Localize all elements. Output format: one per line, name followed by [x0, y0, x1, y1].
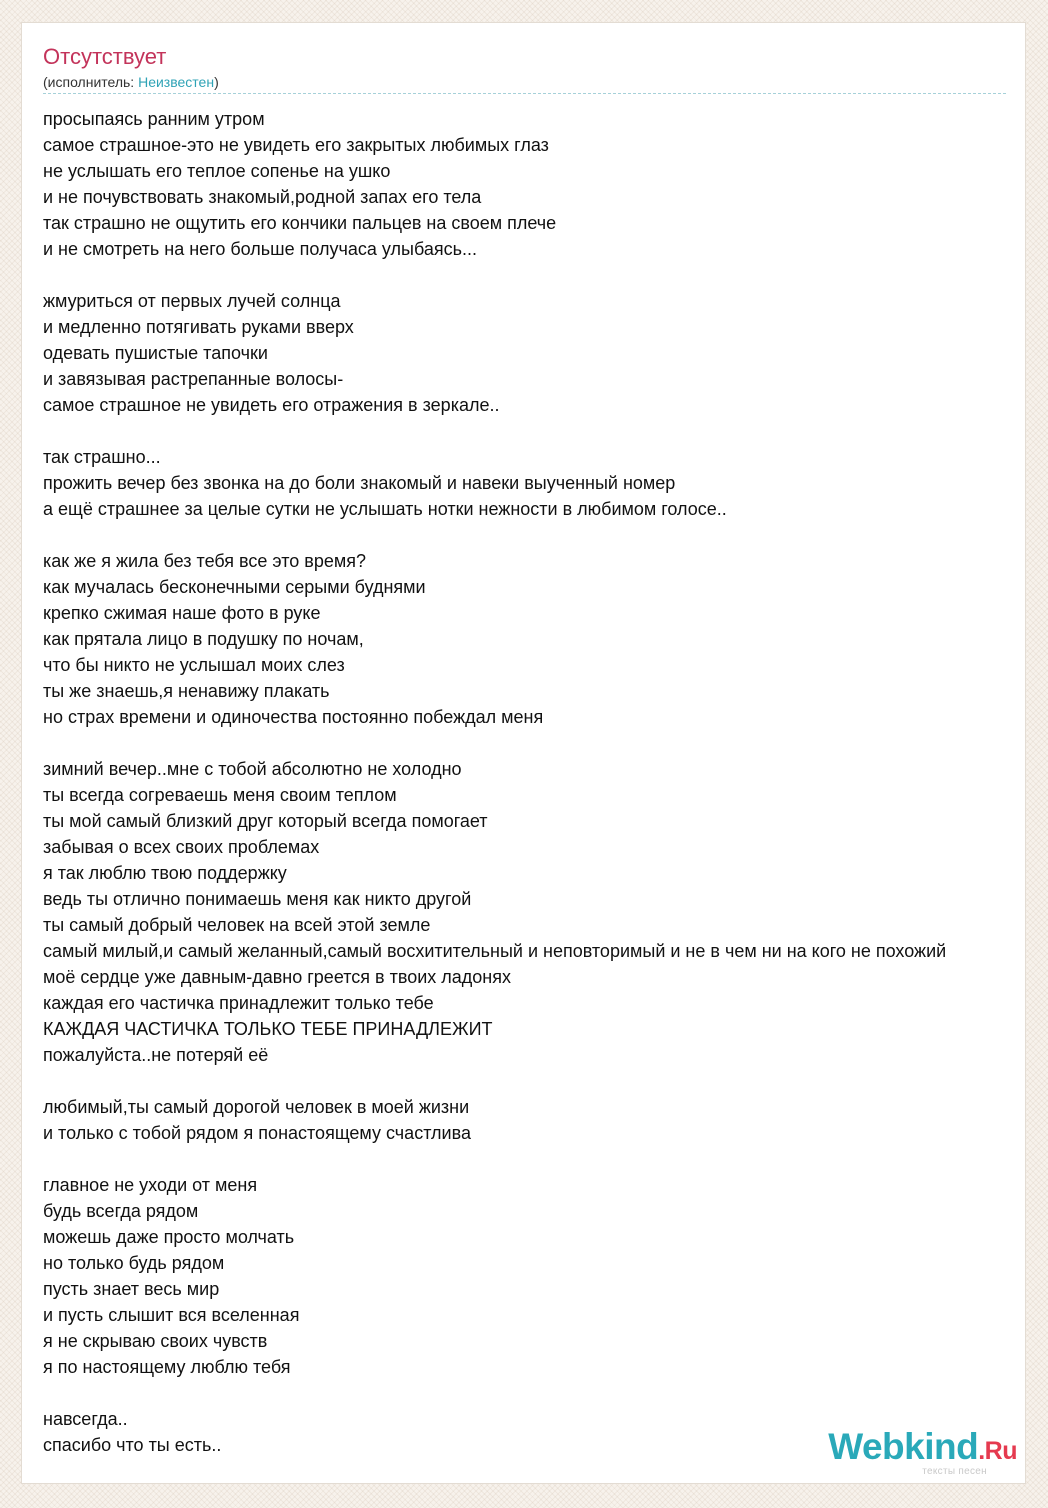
lyric-line: и не почувствовать знакомый,родной запах его тела	[43, 187, 482, 207]
logo-wordmark	[828, 1428, 1017, 1470]
lyric-line: так страшно...	[43, 447, 161, 467]
lyric-line: просыпаясь ранним утром	[43, 109, 265, 129]
lyric-line: пусть знает весь мир	[43, 1279, 220, 1299]
lyric-line: забывая о всех своих проблемах	[43, 837, 320, 857]
logo-tld: .Ru	[978, 1437, 1017, 1465]
lyric-line: как мучалась бесконечными серыми буднями	[43, 577, 426, 597]
lyric-line: как прятала лицо в подушку по ночам,	[43, 629, 364, 649]
lyric-line: самое страшное не увидеть его отражения в зеркале..	[43, 395, 500, 415]
lyric-line: как же я жила без тебя все это время?	[43, 551, 366, 571]
lyrics-text	[43, 106, 1026, 1458]
lyric-line: ты же знаешь,я ненавижу плакать	[43, 681, 330, 701]
lyric-line: пожалуйста..не потеряй её	[43, 1045, 269, 1065]
artist-suffix: )	[214, 74, 219, 90]
lyric-line: каждая его частичка принадлежит только тебе	[43, 993, 434, 1013]
lyrics-page	[21, 22, 1026, 1484]
lyric-line: я по настоящему люблю тебя	[43, 1357, 291, 1377]
lyric-line: и только с тобой рядом я понастоящему счастлива	[43, 1123, 471, 1143]
lyric-line: зимний вечер..мне с тобой абсолютно не холодно	[43, 759, 462, 779]
lyric-line: и завязывая растрепанные волосы-	[43, 369, 344, 389]
lyric-line: самый милый,и самый желанный,самый восхитительный и неповторимый и не в чем ни на кого не похожий	[43, 941, 947, 961]
lyric-line: и пусть слышит вся вселенная	[43, 1305, 300, 1325]
lyric-line: моё сердце уже давным-давно греется в твоих ладонях	[43, 967, 511, 987]
lyric-line: и медленно потягивать руками вверх	[43, 317, 354, 337]
logo-tagline: тексты песен	[922, 1466, 987, 1477]
stanza-gap	[43, 418, 1026, 444]
lyric-line: можешь даже просто молчать	[43, 1227, 295, 1247]
stanza-gap	[43, 1380, 1026, 1406]
lyric-line: самое страшное-это не увидеть его закрытых любимых глаз	[43, 135, 549, 155]
stanza-gap	[43, 262, 1026, 288]
lyric-line: я не скрываю своих чувств	[43, 1331, 268, 1351]
lyric-line: КАЖДАЯ ЧАСТИЧКА ТОЛЬКО ТЕБЕ ПРИНАДЛЕЖИТ	[43, 1019, 493, 1039]
lyric-line: жмуриться от первых лучей солнца	[43, 291, 341, 311]
logo-word: Webkind	[828, 1426, 979, 1467]
lyric-line: любимый,ты самый дорогой человек в моей жизни	[43, 1097, 470, 1117]
lyric-line: а ещё страшнее за целые сутки не услышать нотки нежности в любимом голосе..	[43, 499, 727, 519]
lyric-line: спасибо что ты есть..	[43, 1435, 222, 1455]
lyric-line: ведь ты отлично понимаешь меня как никто другой	[43, 889, 472, 909]
lyric-line: ты самый добрый человек на всей этой земле	[43, 915, 431, 935]
lyric-line: главное не уходи от меня	[43, 1175, 258, 1195]
artist-link[interactable]: Неизвестен	[138, 74, 215, 90]
lyric-line: ты мой самый близкий друг который всегда помогает	[43, 811, 488, 831]
stanza-gap	[43, 1146, 1026, 1172]
lyric-line: будь всегда рядом	[43, 1201, 199, 1221]
artist-prefix: (исполнитель:	[43, 74, 139, 90]
lyric-line: прожить вечер без звонка на до боли знакомый и навеки выученный номер	[43, 473, 676, 493]
webkind-logo	[828, 1428, 1017, 1477]
lyric-line: я так люблю твою поддержку	[43, 863, 287, 883]
song-title: Отсутствует	[43, 44, 167, 69]
title-divider	[43, 93, 1006, 94]
lyric-line: и не смотреть на него больше получаса улыбаясь...	[43, 239, 477, 259]
lyric-line: но только будь рядом	[43, 1253, 225, 1273]
lyric-line: крепко сжимая наше фото в руке	[43, 603, 321, 623]
lyric-line: ты всегда согреваешь меня своим теплом	[43, 785, 397, 805]
lyric-line: одевать пушистые тапочки	[43, 343, 268, 363]
lyric-line: не услышать его теплое сопенье на ушко	[43, 161, 391, 181]
stanza-gap	[43, 730, 1026, 756]
lyric-line: так страшно не ощутить его кончики пальцев на своем плече	[43, 213, 557, 233]
lyric-line: но страх времени и одиночества постоянно побеждал меня	[43, 707, 544, 727]
stanza-gap	[43, 522, 1026, 548]
lyric-line: навсегда..	[43, 1409, 128, 1429]
artist-line	[43, 74, 219, 90]
stanza-gap	[43, 1068, 1026, 1094]
lyric-line: что бы никто не услышал моих слез	[43, 655, 345, 675]
